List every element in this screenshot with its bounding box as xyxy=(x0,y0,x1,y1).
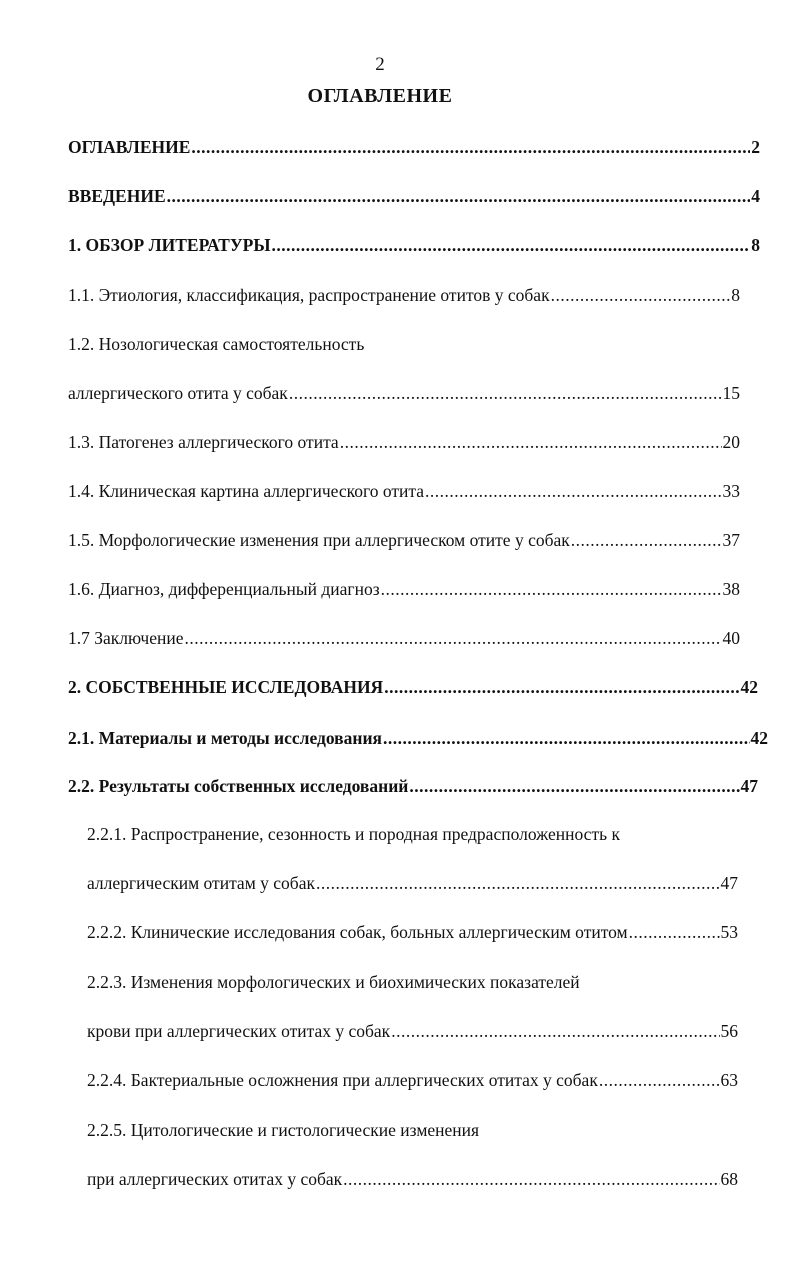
toc-entry-title: при аллергических отитах у собак xyxy=(87,1169,343,1189)
toc-entry-page: 2 xyxy=(751,137,760,157)
toc-entry-title: аллергическим отитам у собак xyxy=(87,873,315,893)
toc-entry-title: 2.1. Материалы и методы исследования xyxy=(68,728,383,748)
toc-entry[interactable] xyxy=(68,333,364,355)
toc-leader xyxy=(629,921,720,943)
toc-entry[interactable] xyxy=(87,823,620,845)
toc-leader xyxy=(167,185,751,207)
toc-entry-page: 33 xyxy=(722,481,740,501)
toc-entry-title: 1.3. Патогенез аллергического отита xyxy=(68,432,339,452)
toc-entry[interactable] xyxy=(87,872,738,894)
toc-entry[interactable] xyxy=(87,1168,738,1190)
page-number: 2 xyxy=(375,54,385,75)
toc-entry-page: 20 xyxy=(722,432,740,452)
toc-entry[interactable] xyxy=(87,1069,738,1091)
toc-entry-title: 1.6. Диагноз, дифференциальный диагноз xyxy=(68,579,380,599)
toc-entry[interactable] xyxy=(87,921,738,943)
toc-entry-title: 1.5. Морфологические изменения при аллергическом отите у собак xyxy=(68,530,570,550)
toc-entry[interactable] xyxy=(68,284,740,306)
toc-entry-page: 8 xyxy=(731,285,740,305)
toc-leader xyxy=(316,872,720,894)
toc-entry[interactable] xyxy=(68,676,758,698)
toc-entry[interactable] xyxy=(68,727,768,749)
toc-entry-page: 15 xyxy=(722,383,740,403)
toc-entry-page: 68 xyxy=(720,1169,738,1189)
toc-entry-title: 2.2.5. Цитологические и гистологические изменения xyxy=(87,1120,480,1140)
toc-entry-page: 47 xyxy=(720,873,738,893)
toc-entry[interactable] xyxy=(87,1020,738,1042)
toc-entry[interactable] xyxy=(68,431,740,453)
toc-entry-title: ОГЛАВЛЕНИЕ xyxy=(68,137,191,157)
toc-leader xyxy=(391,1020,719,1042)
toc-leader xyxy=(384,676,739,698)
toc-entry[interactable] xyxy=(68,185,760,207)
toc-entry-page: 38 xyxy=(722,579,740,599)
toc-entry-title: 2.2.2. Клинические исследования собак, больных аллергическим отитом xyxy=(87,922,628,942)
toc-entry[interactable] xyxy=(87,971,580,993)
toc-entry-page: 63 xyxy=(720,1070,738,1090)
toc-entry-title: 2. СОБСТВЕННЫЕ ИССЛЕДОВАНИЯ xyxy=(68,677,384,697)
toc-leader xyxy=(383,727,749,749)
toc-entry-title: ВВЕДЕНИЕ xyxy=(68,186,166,206)
toc-entry[interactable] xyxy=(68,136,760,158)
toc-entry[interactable] xyxy=(68,627,740,649)
toc-leader xyxy=(425,480,722,502)
toc-entry[interactable] xyxy=(68,529,740,551)
toc-entry-title: 1.2. Нозологическая самостоятельность xyxy=(68,334,365,354)
toc-leader xyxy=(381,578,722,600)
toc-entry-page: 42 xyxy=(750,728,768,748)
toc-entry-title: 2.2.4. Бактериальные осложнения при аллергических отитах у собак xyxy=(87,1070,598,1090)
toc-entry-title: 1.4. Клиническая картина аллергического отита xyxy=(68,481,424,501)
toc-entry-page: 42 xyxy=(740,677,758,697)
toc-leader xyxy=(599,1069,720,1091)
toc-entry-title: 2.2. Результаты собственных исследований xyxy=(68,776,409,796)
toc-entry-page: 4 xyxy=(751,186,760,206)
toc-entry[interactable] xyxy=(68,382,740,404)
toc-leader xyxy=(272,234,751,256)
toc-entry-page: 53 xyxy=(720,922,738,942)
toc-entry-page: 8 xyxy=(751,235,760,255)
toc-entry-title: крови при аллергических отитах у собак xyxy=(87,1021,391,1041)
toc-entry-title: 1. ОБЗОР ЛИТЕРАТУРЫ xyxy=(68,235,271,255)
toc-leader xyxy=(343,1168,719,1190)
toc-entry-title: 2.2.1. Распространение, сезонность и породная предрасположенность к xyxy=(87,824,620,844)
toc-entry-title: 1.1. Этиология, классификация, распространение отитов у собак xyxy=(68,285,550,305)
toc-leader xyxy=(340,431,722,453)
page-title: ОГЛАВЛЕНИЕ xyxy=(307,85,453,107)
toc-leader xyxy=(191,136,750,158)
toc-entry-title: аллергического отита у собак xyxy=(68,383,288,403)
toc-entry[interactable] xyxy=(68,234,760,256)
toc-entry-page: 56 xyxy=(720,1021,738,1041)
toc-entry-page: 40 xyxy=(722,628,740,648)
toc-entry-page: 37 xyxy=(722,530,740,550)
toc-entry[interactable] xyxy=(87,1119,479,1141)
toc-leader xyxy=(571,529,722,551)
toc-entry[interactable] xyxy=(68,775,758,797)
toc-entry-page: 47 xyxy=(740,776,758,796)
toc-leader xyxy=(289,382,722,404)
toc-leader xyxy=(409,775,739,797)
toc-entry[interactable] xyxy=(68,480,740,502)
toc-entry-title: 1.7 Заключение xyxy=(68,628,184,648)
toc-entry[interactable] xyxy=(68,578,740,600)
toc-leader xyxy=(185,627,722,649)
toc-leader xyxy=(551,284,731,306)
toc-entry-title: 2.2.3. Изменения морфологических и биохимических показателей xyxy=(87,972,580,992)
